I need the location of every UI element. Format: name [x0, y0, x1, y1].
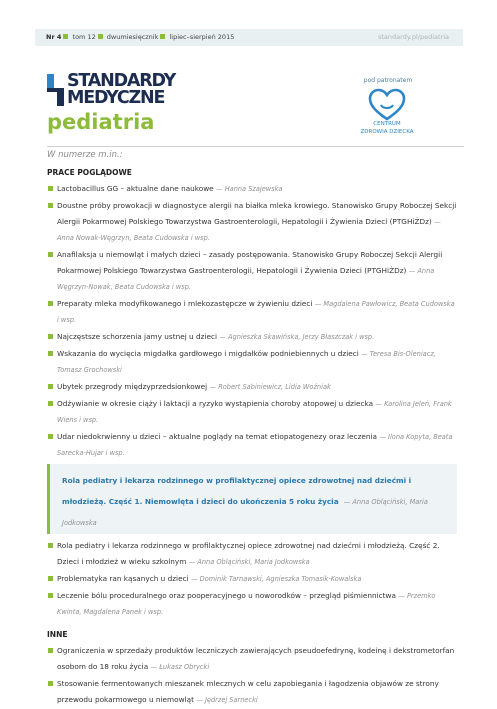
article-authors: — Anna Nowak-Węgrzyn, Beata Cudowska i wsp.: [57, 218, 441, 242]
list-item: [47, 676, 457, 708]
article-title: Doustne próby prowokacji w diagnostyce alergii na białka mleka krowiego. Stanowisko Grupy Roboczej Sekcji Alergii Pokarmowej Polskiego Towarzystwa Gastroenterologii, Hepatologii i Żywienia Dzieci (PTGHiŻDz): [57, 201, 457, 226]
issue-info-bar: [35, 29, 463, 46]
article-authors: — Ilona Kopyta, Beata Sarecka-Hujar i wsp.: [57, 433, 453, 457]
square-bullet-icon: [48, 351, 53, 356]
article-authors: — Robert Sabiniewicz, Lidia Woźniak: [209, 383, 331, 391]
logo-s-icon: [47, 74, 64, 106]
article-title: Rola pediatry i lekarza rodzinnego w profilaktycznej opiece zdrowotnej nad dziećmi i młodzieżą. Część 2. Dzieci i młodzież w wieku szkolnym: [57, 541, 440, 566]
patronage-org-line-1: CENTRUM: [373, 121, 401, 127]
square-bullet-icon: [48, 401, 53, 406]
divider: [47, 146, 464, 147]
square-bullet-icon: [48, 301, 53, 306]
square-bullet-icon: [48, 576, 53, 581]
list-item: [47, 346, 457, 378]
issue-number: Nr 4: [46, 33, 62, 41]
list-item: [47, 429, 457, 461]
square-bullet-icon: [98, 34, 103, 39]
article-authors: — Karolina Jeleń, Frank Wiens i wsp.: [57, 400, 452, 424]
article-authors: — Jędrzej Sarnecki: [196, 696, 258, 704]
heart-logo-icon: [367, 88, 407, 122]
list-item: [47, 396, 457, 428]
list-item: [47, 588, 457, 620]
square-bullet-icon: [48, 252, 53, 257]
article-authors: — Łukasz Obrycki: [150, 663, 210, 671]
list-item: [47, 181, 457, 197]
highlight-title: Rola pediatry i lekarza rodzinnego w profilaktycznej opiece zdrowotnej nad dziećmi i młodzieżą. Część 1. Niemowlęta i dzieci do ukończenia 5 roku życia: [62, 476, 412, 506]
article-title: Anafilaksja u niemowląt i małych dzieci – zasady postępowania. Stanowisko Grupy Roboczej Sekcji Alergii Pokarmowej Polskiego Towarzystwa Gastroenterologii, Hepatologii i Żywienia Dzieci (PTGHiŻDz): [57, 250, 443, 275]
article-title: Leczenie bólu proceduralnego oraz pooperacyjnego u noworodków – przegląd piśmiennictwa: [57, 591, 396, 600]
article-title: Stosowanie fermentowanych mieszanek mlecznych w celu zapobiegania i łagodzenia objawów ze strony przewodu pokarmowego u niemowląt: [57, 679, 439, 704]
list-item: [47, 198, 457, 246]
article-title: Ograniczenia w sprzedaży produktów leczniczych zawierających pseudoefedrynę, kodeinę i dekstrometorfan osobom do 18 roku życia: [57, 646, 455, 671]
issue-info: [46, 29, 234, 46]
article-authors: — Dominik Tarnawski, Agnieszka Tomasik-Kowalska: [190, 575, 362, 583]
patronage-label: pod patronatem: [363, 77, 413, 84]
article-authors: — Anna Węgrzyn-Nowak, Beata Cudowska i wsp.: [57, 267, 435, 291]
square-bullet-icon: [48, 543, 53, 548]
article-title: Ubytek przegrody międzyprzedsionkowej: [57, 382, 208, 391]
article-title: Wskazania do wycięcia migdałka gardłowego i migdałków podniebiennych u dzieci: [57, 349, 359, 358]
contents-list: [47, 168, 457, 709]
list-item: [47, 329, 457, 345]
square-bullet-icon: [63, 34, 68, 39]
square-bullet-icon: [48, 384, 53, 389]
list-item: [47, 296, 457, 328]
article-authors: — Przemko Kwinta, Magdalena Panek i wsp.: [57, 592, 436, 616]
square-bullet-icon: [160, 34, 165, 39]
logo-line-2: MEDYCZNE: [67, 88, 165, 108]
article-authors: — Hanna Szajewska: [216, 185, 283, 193]
logo-line-1: STANDARDY: [67, 71, 176, 91]
square-bullet-icon: [48, 681, 53, 686]
highlight-authors: — Anna Obląciński, Maria Jodkowska: [62, 498, 428, 527]
article-title: Preparaty mleka modyfikowanego i mlekozastępcze w żywieniu dzieci: [57, 299, 313, 308]
website-link[interactable]: standardy.pl/pediatria: [378, 33, 449, 41]
list-item: [47, 571, 457, 587]
article-authors: — Agnieszka Skawińska, Jerzy Błaszczak i wsp.: [219, 333, 375, 341]
square-bullet-icon: [48, 203, 53, 208]
intro-heading: W numerze m.in.:: [47, 150, 123, 160]
patronage-org-line-2: ZDROWIA DZIECKA: [360, 128, 414, 135]
section-title-reviews: PRACE POGLĄDOWE: [47, 168, 132, 177]
article-title: Lactobacillus GG – aktualne dane naukowe: [57, 184, 214, 193]
article-authors: — Teresa Bis-Oleniacz, Tomasz Grochowski: [57, 350, 436, 374]
square-bullet-icon: [48, 334, 53, 339]
frequency: dwumiesięcznik: [106, 33, 159, 41]
article-title: Odżywianie w okresie ciąży i laktacji a ryzyko wystąpienia choroby atopowej u dziecka: [57, 399, 374, 408]
period: lipiec–sierpień 2015: [169, 33, 235, 41]
list-item: [47, 379, 457, 395]
square-bullet-icon: [48, 648, 53, 653]
article-title: Problematyka ran kąsanych u dzieci: [57, 574, 189, 583]
list-item: [47, 538, 457, 570]
article-title: Udar niedokrwienny u dzieci – aktualne poglądy na temat etiopatogenezy oraz leczenia: [57, 432, 378, 441]
list-item: [47, 247, 457, 295]
volume: tom 12: [72, 33, 96, 41]
logo-text: [67, 73, 175, 107]
square-bullet-icon: [48, 186, 53, 191]
square-bullet-icon: [48, 434, 53, 439]
article-title: Najczęstsze schorzenia jamy ustnej u dzieci: [57, 332, 218, 341]
journal-title: pediatria: [47, 110, 155, 134]
list-item: [47, 643, 457, 675]
article-authors: — Magdalena Pawłowicz, Beata Cudowska i wsp.: [57, 300, 455, 324]
square-bullet-icon: [48, 593, 53, 598]
article-authors: — Anna Obląciński, Maria Jodkowska: [188, 558, 310, 566]
section-title-other: INNE: [47, 630, 68, 639]
highlighted-article: [47, 464, 457, 534]
patronage-org: [350, 121, 424, 136]
